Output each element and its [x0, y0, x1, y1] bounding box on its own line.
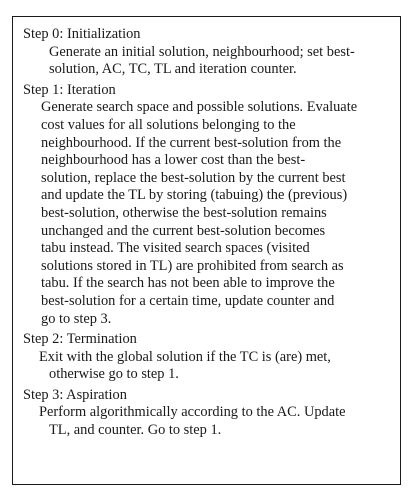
algorithm-steps	[23, 26, 394, 443]
step-2-body	[23, 349, 394, 384]
step-1	[23, 82, 394, 328]
step-1-line: best-solution for a certain time, update counter and	[41, 292, 335, 309]
step-1-line: unchanged and the current best-solution becomes	[41, 222, 326, 239]
step-2-title: Step 2: Termination	[23, 331, 137, 348]
step-1-line: tabu. If the search has not been able to improve the	[41, 275, 335, 292]
step-3	[23, 387, 394, 440]
step-1-body	[23, 99, 394, 328]
step-2	[23, 331, 394, 384]
step-1-line: cost values for all solutions belonging to the	[41, 116, 296, 133]
step-1-line: Generate search space and possible solutions. Evaluate	[41, 99, 358, 116]
step-1-line: go to step 3.	[41, 310, 112, 327]
step-3-line: TL, and counter. Go to step 1.	[49, 422, 222, 439]
step-0-line: solution, AC, TC, TL and iteration counter.	[49, 61, 297, 78]
step-3-body	[23, 404, 394, 439]
step-1-line: solution, replace the best-solution by the current best	[41, 169, 346, 186]
step-0	[23, 26, 394, 79]
step-1-line: best-solution, otherwise the best-solution remains	[41, 204, 327, 221]
step-1-line: neighbourhood has a lower cost than the best-	[41, 152, 306, 169]
step-3-line: Perform algorithmically according to the AC. Update	[39, 404, 346, 421]
algorithm-box	[12, 16, 401, 485]
step-2-line: Exit with the global solution if the TC is (are) met,	[39, 348, 331, 365]
step-1-line: neighbourhood. If the current best-solution from the	[41, 134, 342, 151]
step-0-body	[23, 44, 394, 79]
step-1-line: and update the TL by storing (tabuing) the (previous)	[41, 187, 348, 204]
step-1-title: Step 1: Iteration	[23, 81, 116, 98]
step-2-line: otherwise go to step 1.	[49, 366, 179, 383]
step-0-line: Generate an initial solution, neighbourhood; set best-	[49, 43, 355, 60]
step-3-title: Step 3: Aspiration	[23, 386, 127, 403]
step-1-line: solutions stored in TL) are prohibited from search as	[41, 257, 344, 274]
step-0-title: Step 0: Initialization	[23, 26, 141, 42]
step-1-line: tabu instead. The visited search spaces (visited	[41, 240, 310, 257]
